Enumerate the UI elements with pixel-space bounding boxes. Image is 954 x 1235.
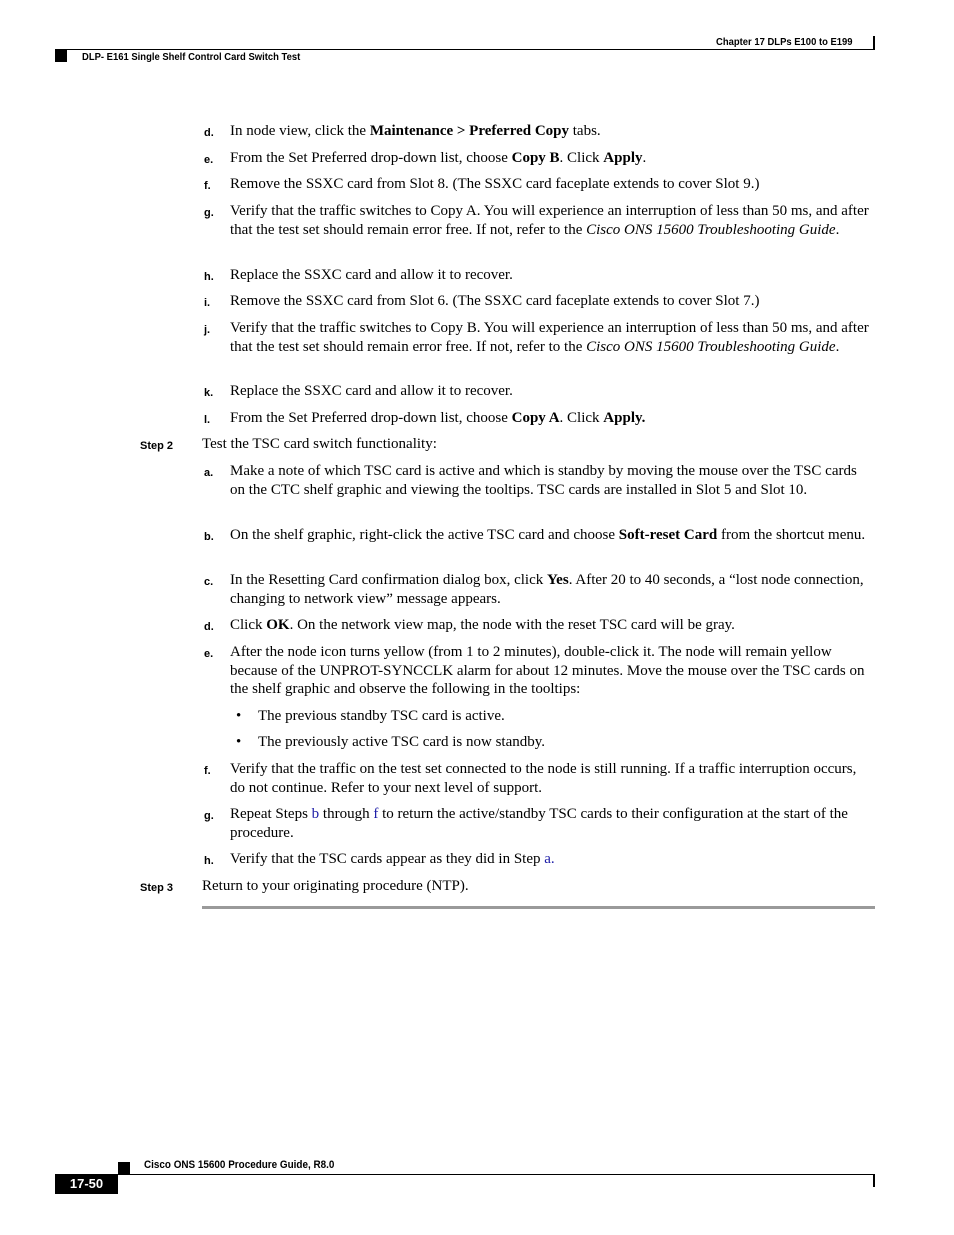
bullet-icon: • bbox=[236, 734, 242, 750]
footer-marker bbox=[118, 1162, 130, 1174]
bullet-icon: • bbox=[236, 708, 242, 724]
footer-rule bbox=[55, 1174, 875, 1175]
header-rule bbox=[55, 49, 875, 50]
section-title: DLP- E161 Single Shelf Control Card Switch Test bbox=[82, 51, 301, 63]
page-number: 17-50 bbox=[55, 1174, 118, 1194]
procedure-end-rule bbox=[202, 906, 875, 909]
chapter-title: Chapter 17 DLPs E100 to E199 bbox=[716, 36, 853, 48]
step-b-link[interactable]: b bbox=[311, 806, 320, 822]
step-a-link[interactable]: a. bbox=[544, 851, 555, 867]
header-marker bbox=[55, 50, 67, 62]
header-rule-vertical bbox=[873, 36, 875, 50]
footer-rule-vertical bbox=[873, 1174, 875, 1187]
footer-title: Cisco ONS 15600 Procedure Guide, R8.0 bbox=[144, 1159, 335, 1171]
step-f-link[interactable]: f bbox=[373, 806, 379, 822]
